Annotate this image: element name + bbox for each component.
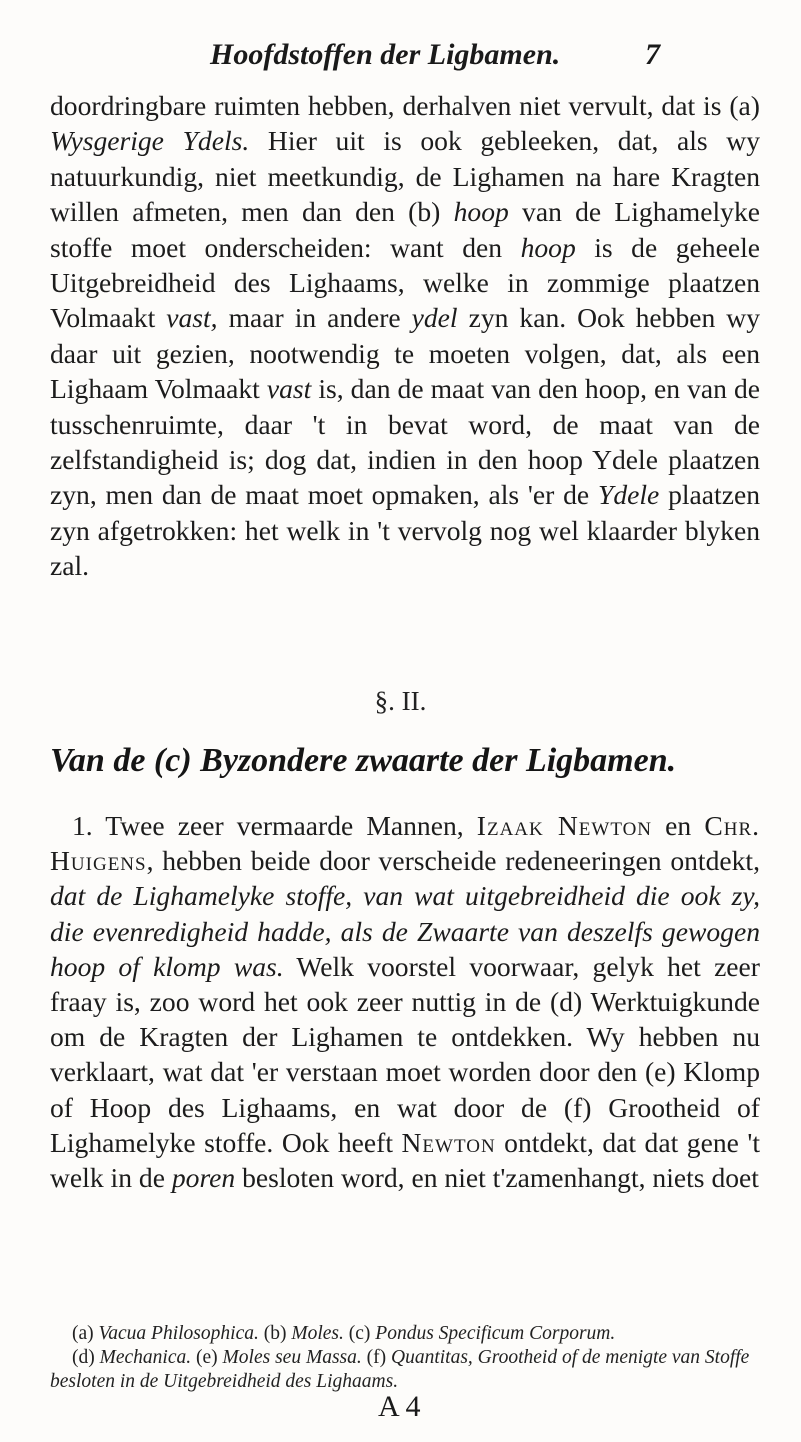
paragraph-1-text: Hier uit is ook gebleeken, dat, als wy natuurkundig, niet meetkundig, de Lighamen na hare Kragten willen afmeten, men dan den (b) [50,125,760,228]
footnote-a: Vacua Philosophica. [98,1323,259,1344]
paragraph-1 [50,88,760,584]
running-head [210,38,660,78]
footnote-c: Pondus Specificum Corporum. [375,1323,616,1344]
footnote-mark: (b) [258,1323,292,1344]
person-name: Newton [401,1126,496,1158]
running-head-title: Hoofdstoffen der Ligbamen. [210,38,561,71]
paragraph-1-text: zyn kan. Ook hebben wy daar uit gezien, nootwendig te moeten volgen, dat, als een Lighaam Volmaakt [50,302,760,405]
paragraph-1-text: is, dan de maat van den hoop, en van de tusschenruimte, daar 't in bevat word, de maat van de zelfstandigheid is; dog dat, indien in den hoop Ydele plaatzen zyn, men dan de maat moet opmaken, als 'er de [50,373,760,511]
footnote-e: Moles seu Massa. [222,1347,362,1368]
section-mark: §. II. [374,686,427,716]
footnote-mark: (f) [361,1347,391,1368]
italic-term: vast [266,373,312,405]
section-heading: Van de (c) Byzondere zwaarte der Ligbamen. [50,742,677,779]
paragraph-2-text: besloten word, en niet t'zamenhangt, niets doet [235,1162,759,1194]
person-name: Chr. Huigens [50,810,761,877]
paragraph-2-text: Welk voorstel voorwaar, gelyk het zeer fraay is, zoo word het ook zeer nuttig in de (d) Werktuigkunde om de Kragten der Lighamen te ontdekken. Wy hebben nu verklaart, wat dat 'er verstaan moet worden door den (e) Klomp of Hoop des Lighaams, en wat door de (f) Grootheid of Lighamelyke stoffe. Ook heeft [50,950,760,1158]
footnote-b: Moles. [291,1323,344,1344]
footnote-mark: (c) [343,1323,376,1344]
footnote-mark: (a) [72,1323,99,1344]
italic-statement: dat de Lighamelyke stoffe, van wat uitgebreidheid die ook zy, die evenredigheid hadde, als de Zwaarte van deszelfs gewogen hoop of klomp was. [50,880,760,982]
italic-term: hoop [520,231,576,263]
footnote-f: Quantitas, Grootheid of de menigte van Stoffe besloten in de Uitgebreidheid des Lighaams. [50,1347,750,1392]
italic-term: hoop [453,196,509,228]
paragraph-1-text: doordringbare ruimten hebben, derhalven niet vervult, dat is (a) [50,90,760,121]
italic-term: Ydele [597,479,660,511]
paragraph-2-text: en [652,810,705,841]
italic-term: vast, [166,302,218,334]
italic-term: ydel [411,302,458,334]
paragraph-1-text: is de geheele Uitgebreidheid des Lighaams, welke in zommige plaatzen Volmaakt [50,231,760,334]
paragraph-1-text: maar in andere [217,302,412,334]
paragraph-2-text: ontdekt, dat dat gene 't welk in de [50,1126,760,1194]
footnote-d: Mechanica. [99,1347,192,1368]
paragraph-2-text: , hebben beide door verscheide redeneeringen ontdekt, [146,845,760,877]
paragraph-1-text: plaatzen zyn afgetrokken: het welk in 't vervolg nog wel klaarder blyken zal. [50,479,760,582]
footnote-mark: (d) [72,1347,100,1368]
paragraph-1-text: van de Lighamelyke stoffe moet onderscheiden: want den [50,196,760,263]
person-name: Izaak Newton [476,810,653,841]
signature-mark: A 4 [378,1390,421,1423]
footnote-mark: (e) [191,1347,223,1368]
italic-term: poren [171,1162,236,1194]
page-number: 7 [645,38,660,71]
italic-term: Wysgerige Ydels. [50,125,250,157]
paragraph-2-text: 1. Twee zeer vermaarde Mannen, [72,810,477,841]
paragraph-2 [50,808,760,1195]
footnotes [50,1322,765,1394]
